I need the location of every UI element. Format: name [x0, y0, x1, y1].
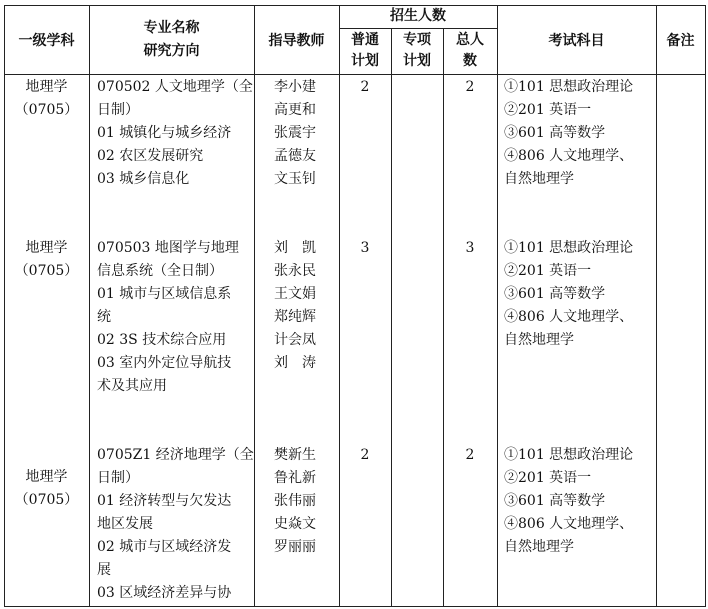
header-total-2: 数	[463, 53, 477, 69]
row3-advisors: 樊新生 鲁礼新 张伟丽 史焱文 罗丽丽	[274, 447, 316, 555]
header-total-1: 总人	[456, 32, 484, 48]
row3-major: 0705Z1 经济地理学（全 日制） 01 经济转型与欠发达 地区发展 02 城市与区域经济发 展 03 区域经济差异与协	[97, 447, 254, 601]
row1-major: 070502 人文地理学（全 日制） 01 城镇化与城乡经济 02 农区发展研究 03 城乡信息化	[97, 79, 253, 187]
header-bottom-border	[4, 74, 705, 75]
header-regular-plan-1: 普通	[351, 32, 379, 48]
row3-discipline: 地理学	[25, 469, 68, 485]
row1-discipline-code: （0705）	[14, 102, 79, 118]
row2-major: 070503 地图学与地理 信息系统（全日制） 01 城市与区域信息系 统 02 3S 技术综合应用 03 室内外定位导航技 术及其应用	[97, 240, 239, 394]
row1-advisors: 李小建 高更和 张震宇 孟德友 文玉钊	[274, 79, 316, 187]
header-major: 专业名称	[143, 20, 200, 36]
row2-regular-plan: 3	[360, 240, 370, 256]
table-bottom-border	[4, 606, 705, 607]
header-regular-plan-2: 计划	[351, 53, 379, 69]
row2-advisors: 刘 凯 张永民 王文娟 郑纯辉 计会凤 刘 涛	[274, 240, 316, 371]
row2-discipline-code: （0705）	[14, 263, 79, 279]
col-divider-2	[254, 5, 255, 607]
row3-regular-plan: 2	[360, 447, 370, 463]
header-advisor: 指导教师	[268, 33, 325, 49]
row3-discipline-code: （0705）	[14, 492, 79, 508]
row2-discipline: 地理学	[25, 240, 68, 256]
row3-total: 2	[465, 447, 475, 463]
col-divider-5	[443, 28, 444, 607]
header-special-plan-2: 计划	[403, 53, 431, 69]
col-divider-4	[391, 28, 392, 607]
table-right-border	[705, 5, 706, 607]
row1-total: 2	[465, 79, 475, 95]
header-exam-subjects: 考试科目	[548, 33, 605, 49]
row3-exam-subjects: ①101 思想政治理论 ②201 英语一 ③601 高等数学 ④806 人文地理学、 自然地理学	[504, 447, 634, 555]
header-direction: 研究方向	[143, 43, 200, 59]
row1-regular-plan: 2	[360, 79, 370, 95]
header-enrollment: 招生人数	[390, 8, 446, 24]
col-divider-7	[656, 5, 657, 607]
header-remarks: 备注	[666, 33, 695, 49]
col-divider-1	[89, 5, 90, 607]
row2-exam-subjects: ①101 思想政治理论 ②201 英语一 ③601 高等数学 ④806 人文地理学、 自然地理学	[504, 240, 634, 348]
col-divider-6	[497, 5, 498, 607]
row1-exam-subjects: ①101 思想政治理论 ②201 英语一 ③601 高等数学 ④806 人文地理学、 自然地理学	[504, 79, 634, 187]
row1-discipline: 地理学	[25, 79, 68, 95]
header-special-plan-1: 专项	[403, 32, 431, 48]
row2-total: 3	[465, 240, 475, 256]
header-discipline: 一级学科	[18, 33, 75, 49]
